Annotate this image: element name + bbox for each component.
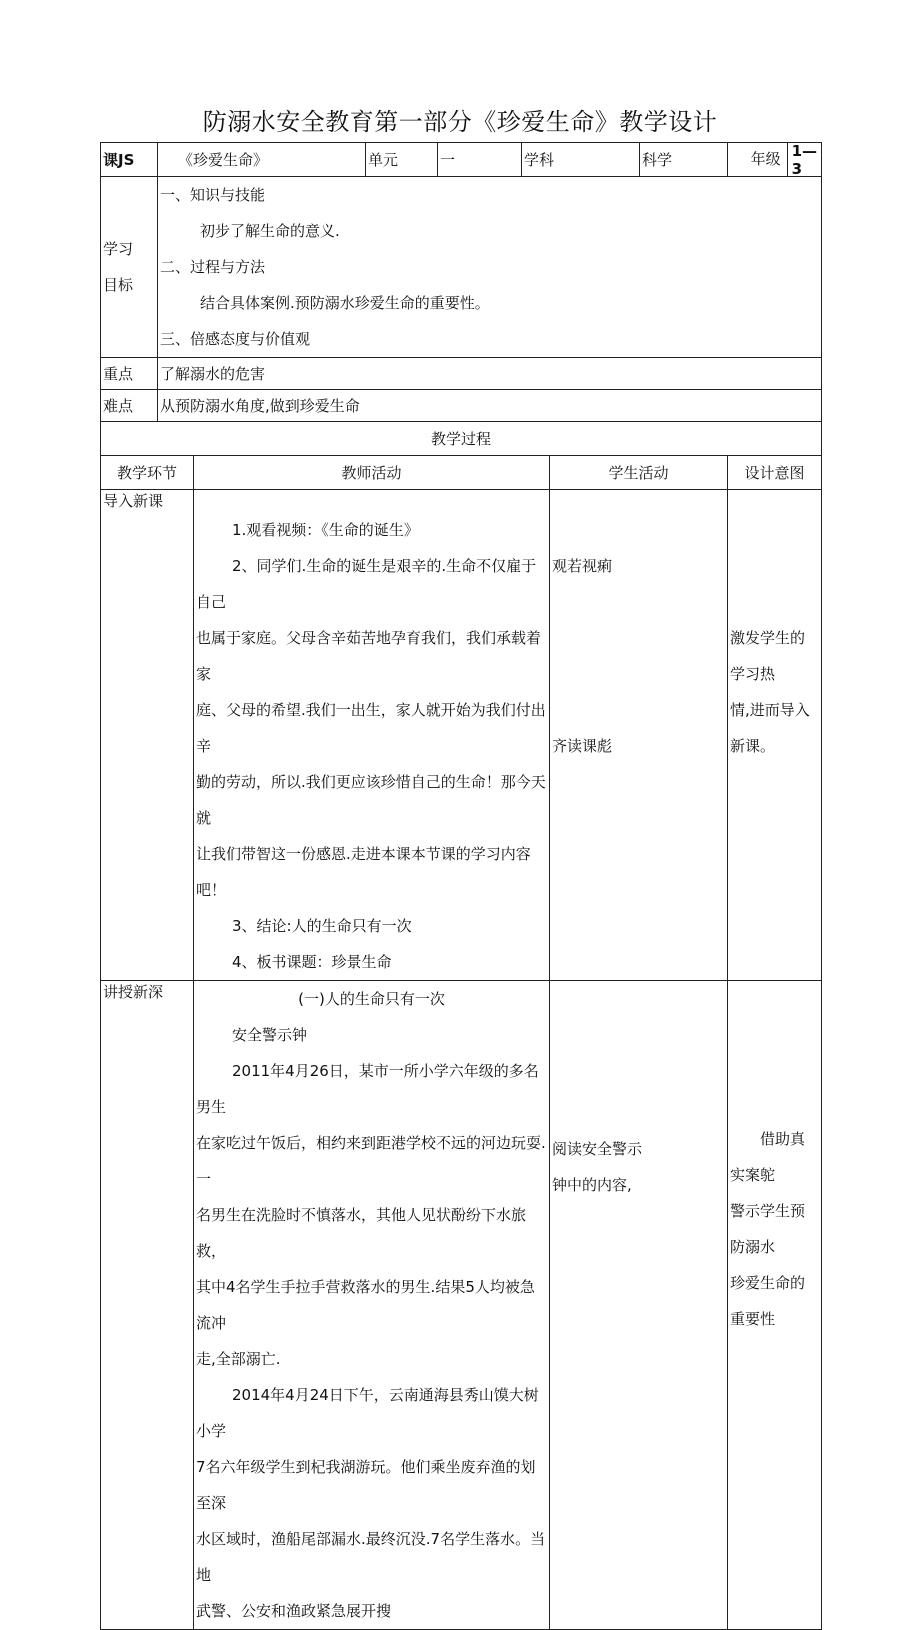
process-title-row xyxy=(101,422,822,456)
col-teacher: 教师活动 xyxy=(194,456,550,490)
col-stage: 教学环节 xyxy=(101,456,194,490)
col-intent: 设计意图 xyxy=(728,456,822,490)
intent-line: 激发学生的学习热 xyxy=(730,629,806,683)
intro-line: 庭、父母的希望.我们一出生，家人就开始为我们付出辛 xyxy=(196,701,546,755)
unit-value: 一 xyxy=(438,143,522,177)
difficulty-row xyxy=(101,390,822,422)
student-activity: 齐读课彪 xyxy=(552,737,613,755)
main-line: 水区域时，渔船尾部漏水.最终沉没.7名学生落水。当地 xyxy=(196,1530,546,1584)
unit-label: 单元 xyxy=(366,143,438,177)
intro-line: 勤的劳动，所以.我们更应该珍惜自己的生命！那今天就 xyxy=(196,773,546,827)
intent-line: 借助真实案鸵 xyxy=(730,1130,806,1184)
lesson-value: 《珍爱生命》 xyxy=(158,143,366,177)
main-line: 武警、公安和渔政紧急展开搜 xyxy=(196,1602,392,1620)
grade-value: 1—3 xyxy=(791,141,818,178)
column-header-row xyxy=(101,456,822,490)
main-student xyxy=(550,981,728,1630)
intro-row xyxy=(101,490,822,981)
intro-line: 3、结论:人的生命只有一次 xyxy=(232,917,412,935)
col-student: 学生活动 xyxy=(550,456,728,490)
objectives-content xyxy=(158,177,822,358)
objectives-label: 学习 目标 xyxy=(101,177,158,358)
student-activity: 阅读安全警示 xyxy=(552,1140,643,1158)
main-line: 其中4名学生手拉手营救落水的男生.结果5人均被急流冲 xyxy=(196,1278,535,1332)
intro-stage: 导入新课 xyxy=(101,490,194,981)
main-teacher xyxy=(194,981,550,1630)
intro-line: 1.观看视频：《生命的诞生》 xyxy=(232,521,419,539)
intro-line: 4、板书课题：珍景生命 xyxy=(232,953,392,971)
key-point-value: 了解溺水的危害 xyxy=(158,358,822,390)
intro-intent xyxy=(728,490,822,981)
intent-line: 珍爱生命的重要性 xyxy=(730,1274,806,1328)
header-row xyxy=(101,143,822,177)
student-activity: 钟中的内容, xyxy=(552,1176,632,1194)
intro-student xyxy=(550,490,728,981)
intro-line: 让我们带智这一份感恩.走进本课本节课的学习内容吧！ xyxy=(196,845,531,899)
intent-line: 警示学生预防溺水 xyxy=(730,1202,806,1256)
intro-line: 2、同学们.生命的诞生是艰辛的.生命不仅雇于自己 xyxy=(196,557,537,611)
objective-text: 结合具体案例.预防溺水珍爱生命的重要性。 xyxy=(200,294,490,312)
lesson-plan-table xyxy=(100,142,822,1630)
main-row xyxy=(101,981,822,1630)
key-point-row xyxy=(101,358,822,390)
difficulty-value: 从预防溺水角度,做到珍爱生命 xyxy=(158,390,822,422)
grade-label: 年级 xyxy=(728,143,788,176)
page-title: 防溺水安全教育第一部分《珍爱生命》教学设计 xyxy=(202,108,718,136)
main-intent xyxy=(728,981,822,1630)
objective-heading: 二、过程与方法 xyxy=(160,258,266,276)
subject-label: 学科 xyxy=(522,143,640,177)
main-line: 名男生在洗脸时不慎落水，其他人见状酚纷下水旅救， xyxy=(196,1206,527,1260)
subject-value: 科学 xyxy=(640,143,728,177)
key-point-label: 重点 xyxy=(101,358,158,390)
main-line: 在家吃过午饭后，相约来到距港学校不远的河边玩耍.一 xyxy=(196,1134,546,1188)
main-line: (一)人的生命只有一次 xyxy=(298,990,445,1008)
main-line: 2011年4月26日，某市一所小学六年级的多名男生 xyxy=(196,1062,539,1116)
grade-label-cell xyxy=(728,143,822,177)
student-activity: 观若视痢 xyxy=(552,557,613,575)
lesson-label: 课JS xyxy=(101,143,158,177)
process-title: 教学过程 xyxy=(101,422,822,456)
difficulty-label: 难点 xyxy=(101,390,158,422)
objectives-row xyxy=(101,177,822,358)
intro-teacher xyxy=(194,490,550,981)
objective-heading: 一、知识与技能 xyxy=(160,186,266,204)
main-line: 2014年4月24日下午，云南通海县秀山馍大树小学 xyxy=(196,1386,539,1440)
main-stage: 讲授新深 xyxy=(101,981,194,1630)
objective-text: 初步了解生命的意义. xyxy=(200,222,340,240)
intro-line: 也属于家庭。父母含辛茹苦地孕育我们，我们承载着家 xyxy=(196,629,542,683)
main-line: 安全警示钟 xyxy=(232,1026,308,1044)
objective-heading: 三、倍感态度与价值观 xyxy=(160,330,311,348)
main-line: 走,全部溺亡. xyxy=(196,1350,281,1368)
intent-line: 情,进而导入新课。 xyxy=(730,701,810,755)
main-line: 7名六年级学生到杞我湖游玩。他们乘坐废弃渔的划至深 xyxy=(196,1458,536,1512)
